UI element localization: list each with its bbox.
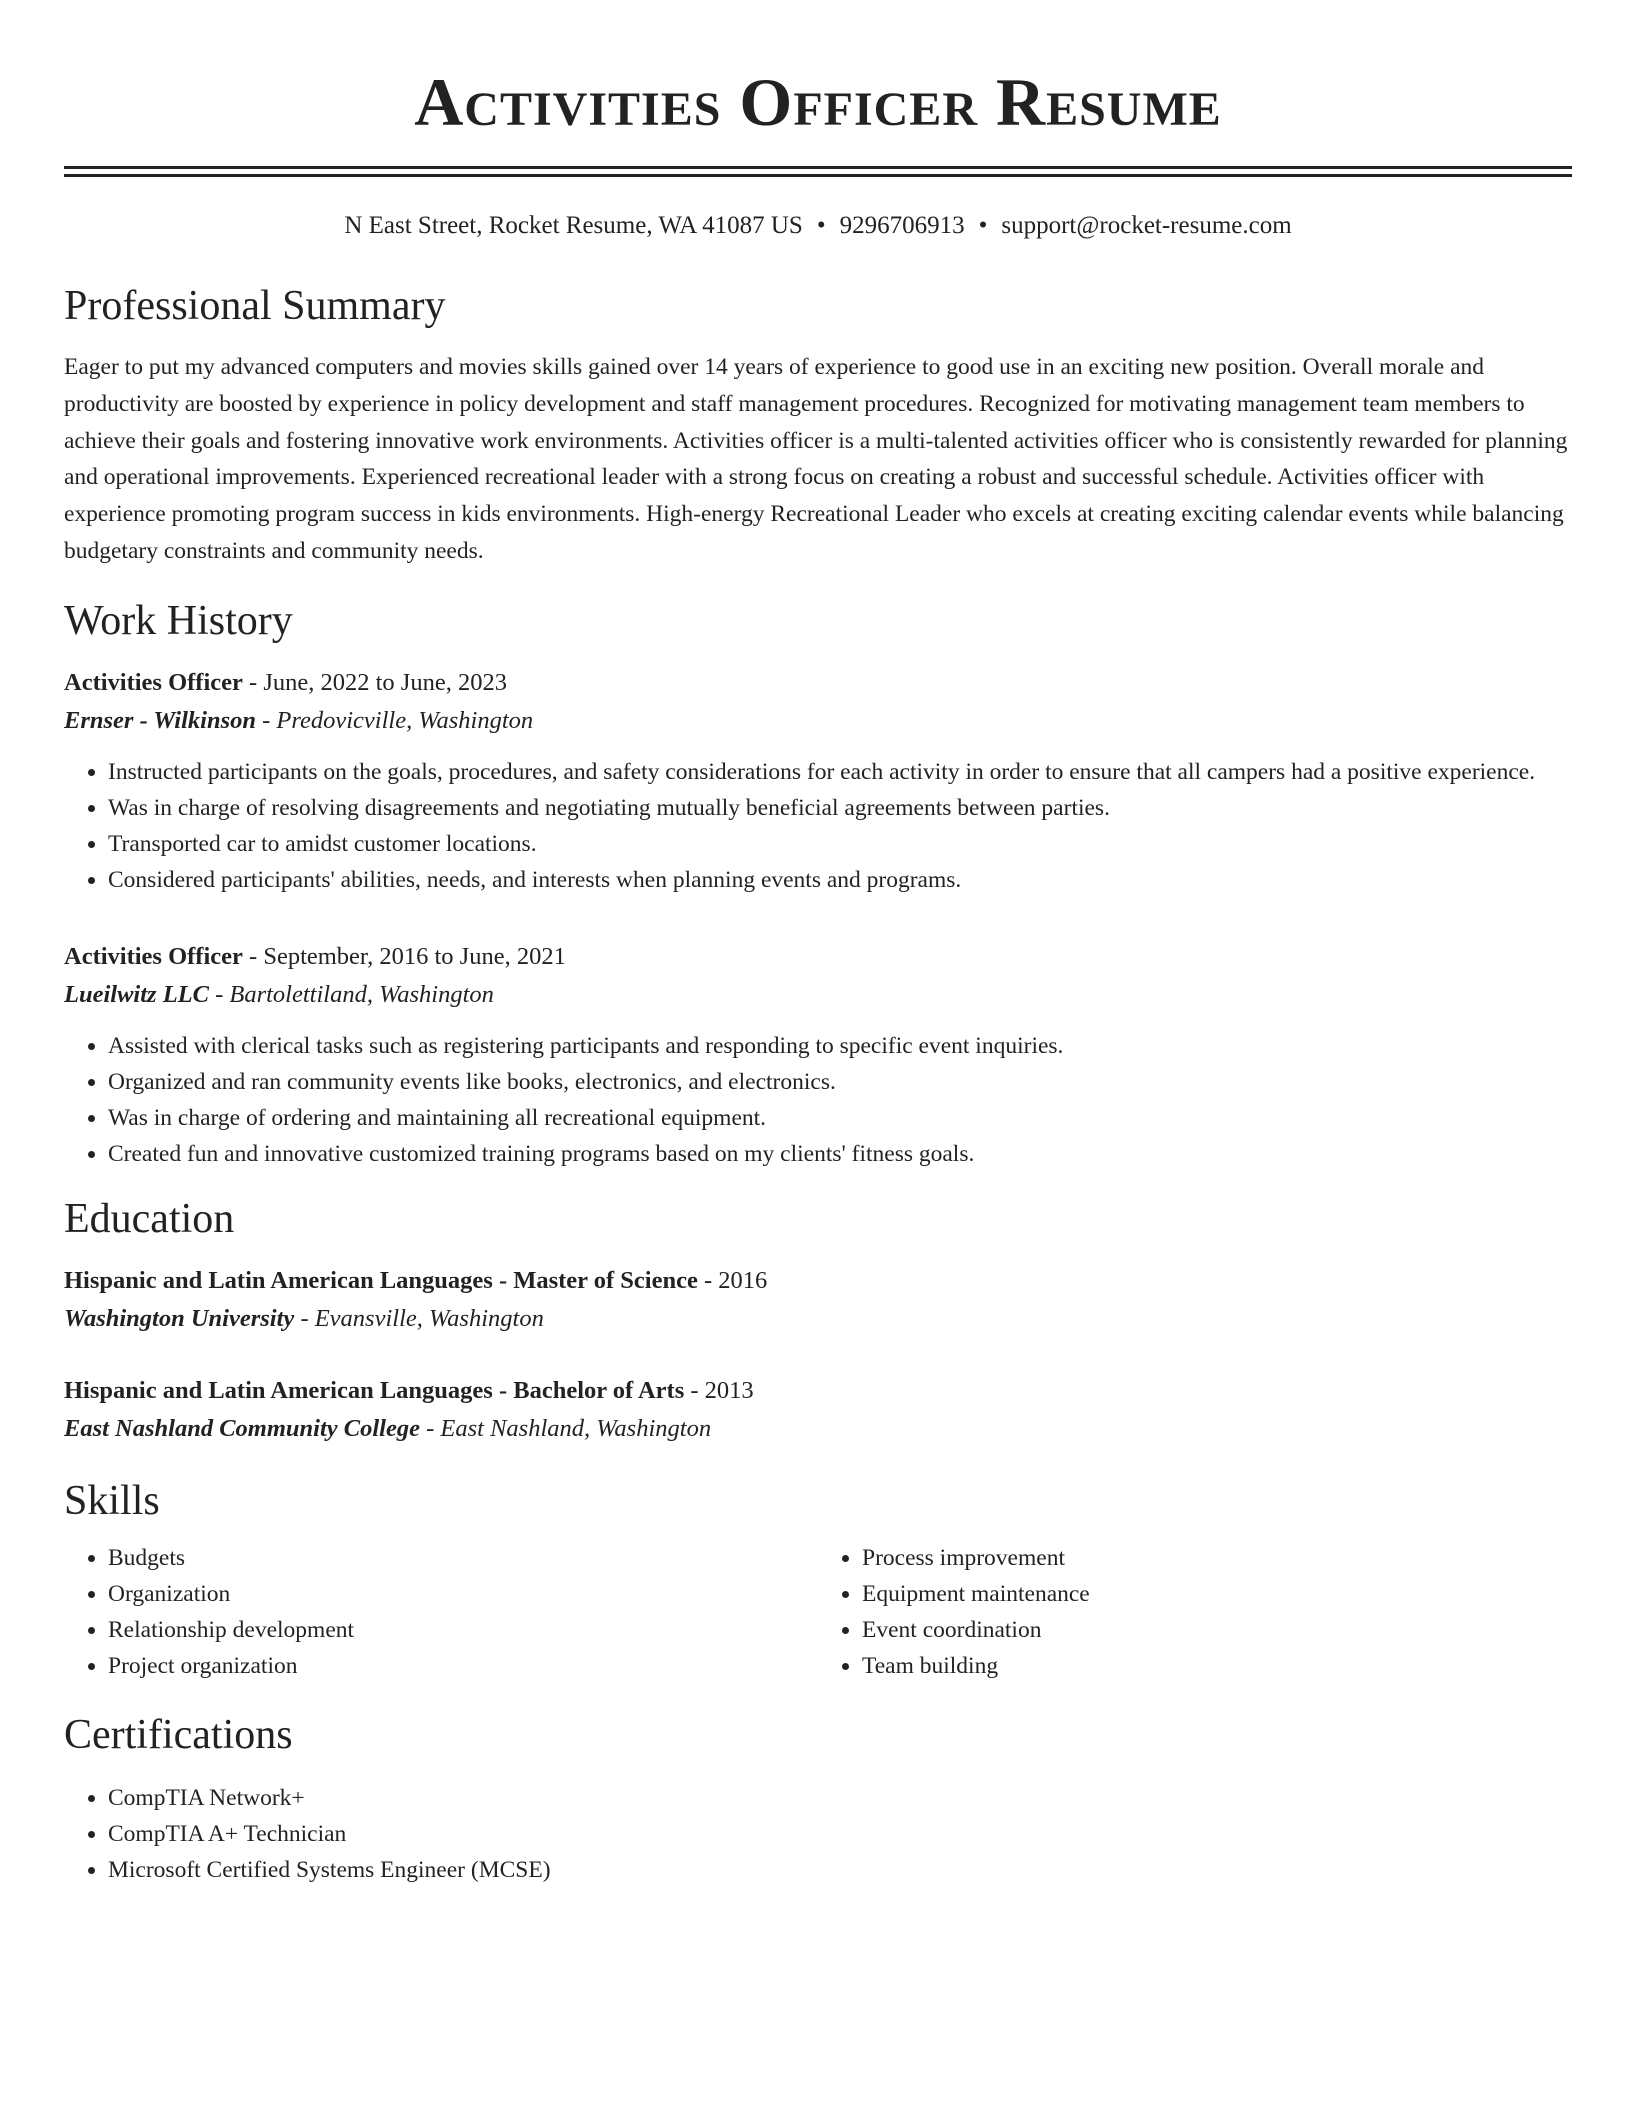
section-heading-work: Work History: [64, 597, 293, 644]
contact-separator: •: [978, 212, 988, 239]
education-entry: [64, 1262, 1572, 1338]
education-year: - 2013: [684, 1376, 754, 1404]
list-item: • Project organization: [108, 1648, 818, 1684]
education-location: - Evansville, Washington: [294, 1304, 544, 1332]
section-heading-summary: Professional Summary: [64, 283, 446, 329]
education-school-line: [64, 1300, 1572, 1338]
section-heading-education: Education: [64, 1195, 235, 1242]
education-school-line: [64, 1410, 1572, 1448]
education-school: Washington University: [64, 1304, 295, 1332]
list-item: • Assisted with clerical tasks such as registering participants and responding to specific event inquiries.: [108, 1028, 1572, 1064]
job-company: Lueilwitz LLC: [64, 980, 209, 1008]
education-school: East Nashland Community College: [64, 1414, 420, 1442]
contact-address: N East Street, Rocket Resume, WA 41087 US: [344, 212, 803, 239]
skills-column-right: [818, 1540, 1572, 1684]
education-entry: [64, 1372, 1572, 1448]
job-company: Ernser - Wilkinson: [64, 706, 256, 734]
list-item: • Organization: [108, 1576, 818, 1612]
list-item: • Created fun and innovative customized training programs based on my clients' fitness goals.: [108, 1136, 1572, 1172]
list-item: • Transported car to amidst customer locations.: [108, 826, 1572, 862]
section-heading-skills: Skills: [64, 1477, 160, 1524]
list-item: • CompTIA A+ Technician: [108, 1816, 1572, 1852]
education-degree: Hispanic and Latin American Languages - Bachelor of Arts: [64, 1376, 685, 1404]
job-location: - Predovicville, Washington: [256, 706, 534, 734]
list-item: • Considered participants' abilities, needs, and interests when planning events and programs.: [108, 862, 1572, 898]
list-item: • Equipment maintenance: [862, 1576, 1572, 1612]
education-year: - 2016: [697, 1266, 768, 1294]
list-item: • Microsoft Certified Systems Engineer (MCSE): [108, 1852, 1572, 1888]
job-bullets: [64, 1028, 1572, 1172]
job-title-line: [64, 938, 1572, 976]
list-item: • Was in charge of ordering and maintaining all recreational equipment.: [108, 1100, 1572, 1136]
list-item: • Budgets: [108, 1540, 818, 1576]
list-item: • Process improvement: [862, 1540, 1572, 1576]
job-entry: [64, 664, 1572, 898]
certifications-list: [64, 1780, 1572, 1888]
job-title: Activities Officer: [64, 668, 243, 696]
resume-title: Activities Officer Resume: [414, 64, 1222, 140]
job-title: Activities Officer: [64, 942, 243, 970]
contact-email: support@rocket-resume.com: [1001, 212, 1292, 239]
job-bullets: [64, 754, 1572, 898]
job-entry: [64, 938, 1572, 1172]
list-item: • Relationship development: [108, 1612, 818, 1648]
list-item: • Organized and ran community events like books, electronics, and electronics.: [108, 1064, 1572, 1100]
job-dates: - September, 2016 to June, 2021: [242, 942, 566, 970]
education-location: - East Nashland, Washington: [420, 1414, 712, 1442]
skills-column-left: [64, 1540, 818, 1684]
job-location: - Bartolettiland, Washington: [208, 980, 494, 1008]
list-item: • Event coordination: [862, 1612, 1572, 1648]
contact-line: [64, 211, 1572, 241]
list-item: • Instructed participants on the goals, procedures, and safety considerations for each activity in order to ensure that all campers had a positive experience.: [108, 754, 1572, 790]
list-item: • Team building: [862, 1648, 1572, 1684]
job-dates: - June, 2022 to June, 2023: [242, 668, 507, 696]
title-divider: [64, 166, 1572, 177]
resume-content: [64, 0, 1572, 1888]
education-degree: Hispanic and Latin American Languages - Master of Science: [64, 1266, 698, 1294]
contact-phone: 9296706913: [839, 212, 965, 239]
section-heading-certifications: Certifications: [64, 1711, 293, 1758]
job-title-line: [64, 664, 1572, 702]
list-item: • Was in charge of resolving disagreements and negotiating mutually beneficial agreements between parties.: [108, 790, 1572, 826]
summary-text: Eager to put my advanced computers and movies skills gained over 14 years of experience to good use in an exciting new position. Overall morale and productivity are boosted by experience in policy development and staff management procedures. Recognized for motivating management team members to achieve their goals and fostering innovative work environments. Activities officer is a multi-talented activities officer who is consistently rewarded for planning and operational improvements. Experienced recreational leader with a strong focus on creating a robust and successful schedule. Activities officer with experience promoting program success in kids environments. High-energy Recreational Leader who excels at creating exciting calendar events while balancing budgetary constraints and community needs.: [64, 354, 1568, 564]
skills-grid: [64, 1540, 1572, 1684]
education-degree-line: [64, 1372, 1572, 1410]
education-degree-line: [64, 1262, 1572, 1300]
job-company-line: [64, 976, 1572, 1014]
contact-separator: •: [816, 212, 826, 239]
list-item: • CompTIA Network+: [108, 1780, 1572, 1816]
job-company-line: [64, 702, 1572, 740]
